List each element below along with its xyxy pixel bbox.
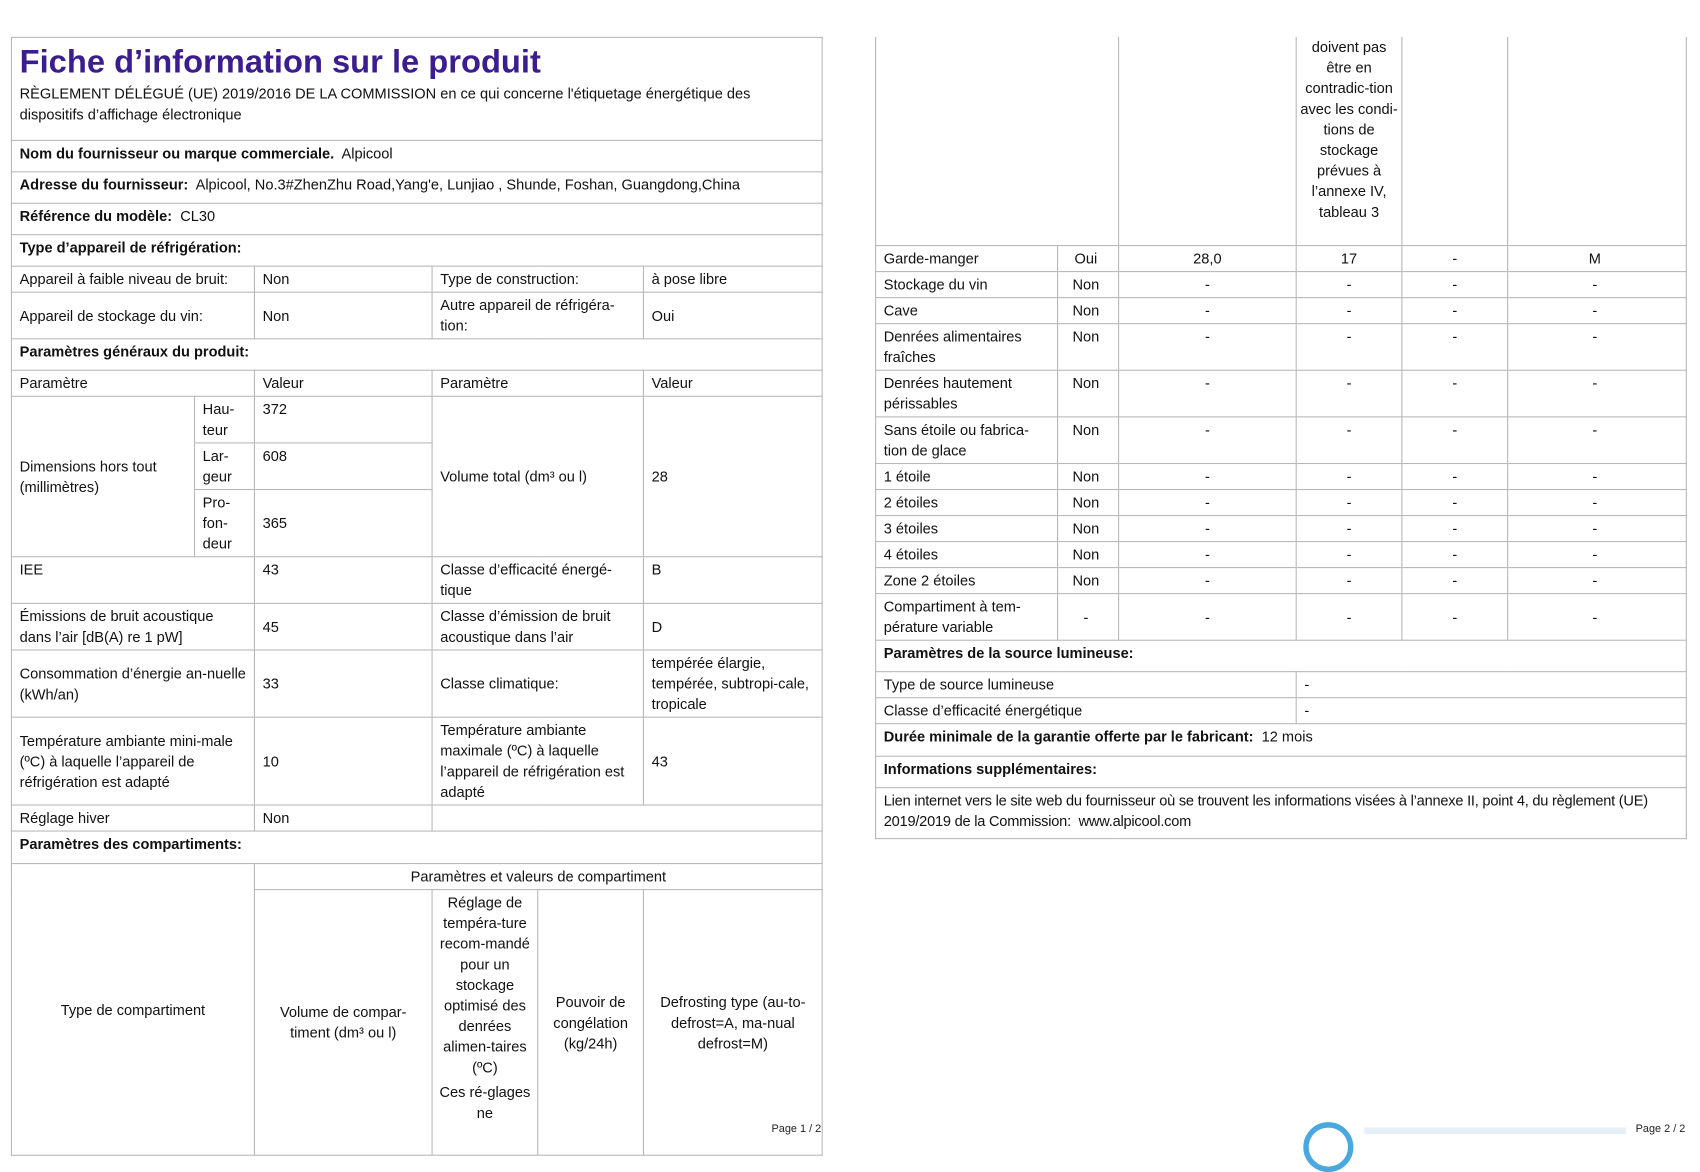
eff-class-label: Classe d’efficacité énergé-tique [432, 557, 643, 604]
empty-cell [876, 37, 1119, 246]
other-value: Oui [643, 292, 822, 339]
empty-cell [1119, 37, 1297, 246]
tmin-label: Température ambiante mini-male (ºC) à laquelle l’appareil de réfrigération est adapté [11, 717, 254, 805]
compartment-name: Denrées hautement périssables [876, 370, 1058, 417]
compartment-cell: - [1296, 516, 1402, 542]
compartment-cell: - [1402, 594, 1508, 641]
compartment-cell: - [1296, 568, 1402, 594]
compartment-name: 4 étoiles [876, 542, 1058, 568]
compartment-row [876, 594, 1687, 641]
compartment-cell: Non [1058, 324, 1119, 371]
compartment-cell: - [1296, 298, 1402, 324]
empty-cell [1508, 37, 1687, 246]
compartment-cell: - [1402, 490, 1508, 516]
header-value: Valeur [254, 370, 432, 396]
compartment-name: Cave [876, 298, 1058, 324]
info-text: Lien internet vers le site web du fournisseur où se trouvent les informations visées à l’annexe II, point 4, du règlement (UE) 2019/2019 de la Commission: [883, 792, 1648, 830]
header-param-2: Paramètre [432, 370, 643, 396]
compartment-cell: - [1296, 463, 1402, 489]
winter-value: Non [254, 805, 432, 831]
noise-class-value: D [643, 603, 822, 650]
compartment-cell: - [1296, 370, 1402, 417]
comp-defrost-header: Defrosting type (au-to-defrost=A, ma-nual defrost=M) [643, 890, 822, 1156]
depth-value: 365 [254, 490, 432, 557]
regulation-text: RÈGLEMENT DÉLÉGUÉ (UE) 2019/2016 DE LA COMMISSION en ce qui concerne l'étiquetage énergétique des dispositifs d’affichage électronique [19, 85, 751, 123]
general-heading: Paramètres généraux du produit: [19, 343, 250, 360]
compartments-heading: Paramètres des compartiments: [19, 835, 242, 853]
compartment-cell: - [1508, 490, 1687, 516]
compartment-cell: - [1402, 370, 1508, 417]
compartment-cell: - [1402, 246, 1508, 272]
compartment-name: Sans étoile ou fabrica-tion de glace [876, 417, 1058, 464]
compartment-name: 3 étoiles [876, 516, 1058, 542]
compartment-row [876, 272, 1687, 298]
compartment-row [876, 324, 1687, 371]
compartment-row [876, 490, 1687, 516]
supplier-label: Nom du fournisseur ou marque commerciale. [19, 145, 335, 162]
page-1 [11, 37, 822, 1122]
page-title: Fiche d’information sur le produit [19, 44, 541, 81]
compartment-name: Zone 2 étoiles [876, 568, 1058, 594]
compartment-cell: Non [1058, 370, 1119, 417]
iee-label: IEE [11, 557, 254, 604]
info-heading: Informations supplémentaires: [883, 761, 1098, 778]
compartment-cell: - [1119, 594, 1297, 641]
compartment-row [876, 370, 1687, 417]
height-value: 372 [254, 396, 432, 443]
brand-logo-icon [1303, 1122, 1353, 1172]
comp-volume-header: Volume de compar-timent (dm³ ou l) [254, 890, 432, 1156]
compartment-cell: - [1119, 272, 1297, 298]
compartment-row [876, 516, 1687, 542]
address-label: Adresse du fournisseur: [19, 176, 189, 193]
address-value: Alpicool, No.3#ZhenZhu Road,Yang'e, Lunjiao , Shunde, Foshan, Guangdong,China [195, 176, 741, 193]
volume-value: 28 [643, 396, 822, 556]
compartment-cell: - [1508, 417, 1687, 464]
page-number-1: Page 1 / 2 [771, 1123, 822, 1136]
compartment-cell: - [1119, 298, 1297, 324]
supplier-website-link[interactable]: www.alpicool.com [1078, 813, 1192, 830]
empty-cell [432, 805, 822, 831]
wine-label: Appareil de stockage du vin: [11, 292, 254, 339]
compartment-cell: - [1119, 370, 1297, 417]
compartment-cell: M [1508, 246, 1687, 272]
other-label: Autre appareil de réfrigéra-tion: [432, 292, 643, 339]
header-param: Paramètre [11, 370, 254, 396]
compartment-cell: - [1058, 594, 1119, 641]
compartment-cell: - [1119, 490, 1297, 516]
product-info-table [11, 37, 823, 1156]
depth-label: Pro-fon-deur [195, 490, 255, 557]
compartment-cell: - [1296, 490, 1402, 516]
construction-value: à pose libre [643, 266, 822, 292]
warranty-value: 12 mois [1261, 728, 1313, 745]
light-type-label: Type de source lumineuse [876, 672, 1297, 698]
compartment-cell: - [1402, 272, 1508, 298]
compartment-cell: Non [1058, 568, 1119, 594]
energy-value: 33 [254, 650, 432, 717]
width-value: 608 [254, 443, 432, 490]
comp-type-header: Type de compartiment [11, 864, 254, 1156]
compartment-cell: - [1508, 272, 1687, 298]
compartment-row [876, 298, 1687, 324]
comp-freeze-header: Pouvoir de congélation (kg/24h) [538, 890, 644, 1156]
low-noise-label: Appareil à faible niveau de bruit: [11, 266, 254, 292]
compartment-name: Garde-manger [876, 246, 1058, 272]
compartment-cell: Non [1058, 463, 1119, 489]
compartment-cell: - [1508, 324, 1687, 371]
compartment-cell: Non [1058, 516, 1119, 542]
compartment-cell: - [1508, 542, 1687, 568]
noise-label: Émissions de bruit acoustique dans l’air [dB(A) re 1 pW] [11, 603, 254, 650]
comp-temp-header: Réglage de tempéra-ture recom-mandé pour un stockage optimisé des denrées alimen-taires (ºC) [439, 894, 530, 1076]
compartment-cell: - [1296, 324, 1402, 371]
light-heading: Paramètres de la source lumineuse: [883, 645, 1134, 662]
compartment-cell: - [1508, 568, 1687, 594]
eff-class-value: B [643, 557, 822, 604]
compartment-cell: - [1402, 568, 1508, 594]
noise-value: 45 [254, 603, 432, 650]
compartment-cell: - [1119, 542, 1297, 568]
compartment-name: Compartiment à tem-pérature variable [876, 594, 1058, 641]
compartment-cell: - [1296, 542, 1402, 568]
tmax-label: Température ambiante maximale (ºC) à laquelle l’appareil de réfrigération est adapté [432, 717, 643, 805]
compartment-cell: - [1119, 463, 1297, 489]
page-2 [875, 37, 1686, 839]
warranty-label: Durée minimale de la garantie offerte par le fabricant: [883, 728, 1254, 745]
climate-label: Classe climatique: [432, 650, 643, 717]
light-eff-label: Classe d’efficacité énergétique [876, 698, 1297, 724]
compartment-cell: 17 [1296, 246, 1402, 272]
winter-label: Réglage hiver [11, 805, 254, 831]
compartment-row [876, 417, 1687, 464]
compartment-cell: - [1508, 463, 1687, 489]
light-eff-value: - [1296, 698, 1686, 724]
comp-params-header: Paramètres et valeurs de compartiment [254, 864, 822, 890]
compartment-cell: - [1296, 594, 1402, 641]
compartment-cell: Non [1058, 417, 1119, 464]
compartment-row [876, 463, 1687, 489]
iee-value: 43 [254, 557, 432, 604]
climate-value: tempérée élargie, tempérée, subtropi-cale, tropicale [643, 650, 822, 717]
type-heading: Type d’appareil de réfrigération: [19, 239, 242, 256]
volume-label: Volume total (dm³ ou l) [432, 396, 643, 556]
compartment-cell: - [1119, 417, 1297, 464]
model-label: Référence du modèle: [19, 208, 173, 225]
compartment-cell: Oui [1058, 246, 1119, 272]
empty-cell [1402, 37, 1508, 246]
construction-label: Type de construction: [432, 266, 643, 292]
energy-label: Consommation d’énergie an-nuelle (kWh/an) [11, 650, 254, 717]
compartment-cell: - [1402, 298, 1508, 324]
wine-value: Non [254, 292, 432, 339]
compartment-cell: - [1119, 324, 1297, 371]
compartment-cell: Non [1058, 272, 1119, 298]
compartment-row [876, 542, 1687, 568]
noise-class-label: Classe d’émission de bruit acoustique dans l’air [432, 603, 643, 650]
compartment-cell: - [1296, 417, 1402, 464]
compartment-cell: - [1508, 594, 1687, 641]
compartment-cell: Non [1058, 542, 1119, 568]
tmax-value: 43 [643, 717, 822, 805]
brand-logo-text [1364, 1128, 1626, 1135]
compartment-cell: - [1296, 272, 1402, 298]
light-type-value: - [1296, 672, 1686, 698]
compartment-cell: Non [1058, 298, 1119, 324]
model-value: CL30 [180, 208, 216, 225]
supplier-value: Alpicool [341, 145, 393, 162]
compartment-cell: Non [1058, 490, 1119, 516]
compartment-cell: - [1402, 516, 1508, 542]
compartment-cell: - [1508, 298, 1687, 324]
compartment-cell: 28,0 [1119, 246, 1297, 272]
compartment-name: Denrées alimentaires fraîches [876, 324, 1058, 371]
compartment-cell: - [1402, 542, 1508, 568]
compartment-cell: - [1402, 324, 1508, 371]
header-value-2: Valeur [643, 370, 822, 396]
width-label: Lar-geur [195, 443, 255, 490]
compartment-name: 2 étoiles [876, 490, 1058, 516]
compartment-row [876, 568, 1687, 594]
compartment-name: 1 étoile [876, 463, 1058, 489]
compartment-cell: - [1402, 417, 1508, 464]
compartment-cell: - [1119, 516, 1297, 542]
compartment-cell: - [1119, 568, 1297, 594]
compartment-cell: - [1402, 463, 1508, 489]
compartment-cell: - [1508, 516, 1687, 542]
compartment-row [876, 246, 1687, 272]
compartments-table [875, 37, 1687, 839]
low-noise-value: Non [254, 266, 432, 292]
dimensions-label: Dimensions hors tout (millimètres) [11, 396, 194, 556]
tmin-value: 10 [254, 717, 432, 805]
comp-temp-note: Ces ré-glages ne [439, 1084, 531, 1122]
comp-temp-note-cont: doivent pas être en contradic-tion avec les condi-tions de stockage prévues à l’annexe IV, tableau 3 [1296, 37, 1402, 246]
compartment-cell: - [1508, 370, 1687, 417]
height-label: Hau-teur [195, 396, 255, 443]
page-number-2: Page 2 / 2 [1635, 1123, 1686, 1136]
compartment-name: Stockage du vin [876, 272, 1058, 298]
